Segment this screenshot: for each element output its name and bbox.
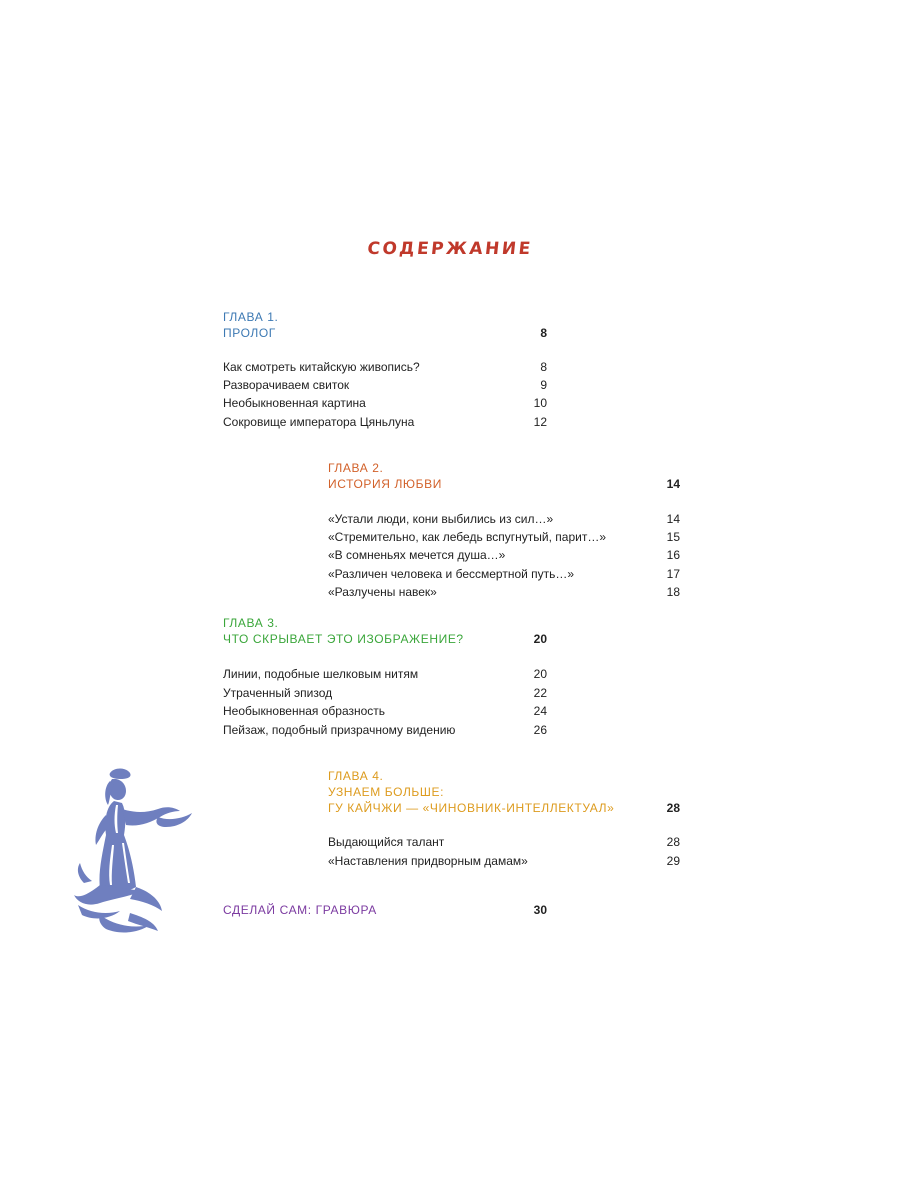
toc-entry-title[interactable]: «Наставления придворным дамам» xyxy=(328,854,528,868)
toc-entry-title[interactable]: Утраченный эпизод xyxy=(223,686,333,700)
toc-entry-title[interactable]: Разворачиваем свиток xyxy=(223,378,350,392)
chapter-4-page: 28 xyxy=(666,801,680,815)
toc-entry-page: 24 xyxy=(533,704,547,718)
toc-entry-page: 8 xyxy=(540,360,547,374)
toc-entry-page: 18 xyxy=(666,585,680,599)
chapter-2-number: ГЛАВА 2. xyxy=(328,461,384,475)
toc-entry-title[interactable]: Выдающийся талант xyxy=(328,835,445,849)
toc-entry-page: 28 xyxy=(666,835,680,849)
chapter-4-subtitle: УЗНАЕМ БОЛЬШЕ: xyxy=(328,785,445,799)
toc-entry-title[interactable]: «В сомненьях мечется душа…» xyxy=(328,548,506,562)
toc-entry-page: 15 xyxy=(666,530,680,544)
toc-entry-page: 12 xyxy=(533,415,547,429)
toc-entry-page: 9 xyxy=(540,378,547,392)
dancing-figure-illustration xyxy=(70,765,210,940)
toc-entry-title[interactable]: «Стремительно, как лебедь вспугнутый, парит…» xyxy=(328,530,606,544)
toc-entry-title[interactable]: «Устали люди, кони выбились из сил…» xyxy=(328,512,554,526)
chapter-1-number: ГЛАВА 1. xyxy=(223,310,279,324)
chapter-3-number: ГЛАВА 3. xyxy=(223,616,279,630)
toc-entry-page: 16 xyxy=(666,548,680,562)
chapter-2-page: 14 xyxy=(666,477,680,491)
chapter-1-title[interactable]: ПРОЛОГ xyxy=(223,326,276,340)
toc-entry-title[interactable]: «Разлучены навек» xyxy=(328,585,437,599)
toc-entry-page: 14 xyxy=(666,512,680,526)
toc-entry-page: 26 xyxy=(533,723,547,737)
toc-entry-title[interactable]: Необыкновенная картина xyxy=(223,396,366,410)
toc-entry-page: 22 xyxy=(533,686,547,700)
diy-title[interactable]: СДЕЛАЙ САМ: ГРАВЮРА xyxy=(223,903,377,917)
chapter-3-title[interactable]: ЧТО СКРЫВАЕТ ЭТО ИЗОБРАЖЕНИЕ? xyxy=(223,632,464,646)
chapter-4-number: ГЛАВА 4. xyxy=(328,769,384,783)
toc-entry-page: 10 xyxy=(533,396,547,410)
toc-entry-page: 20 xyxy=(533,667,547,681)
toc-entry-title[interactable]: Пейзаж, подобный призрачному видению xyxy=(223,723,456,737)
toc-entry-page: 29 xyxy=(666,854,680,868)
toc-entry-title[interactable]: Сокровище императора Цяньлуна xyxy=(223,415,415,429)
toc-entry-page: 17 xyxy=(666,567,680,581)
diy-page: 30 xyxy=(533,903,547,917)
toc-entry-title[interactable]: «Различен человека и бессмертной путь…» xyxy=(328,567,575,581)
chapter-4-title[interactable]: ГУ КАЙЧЖИ — «ЧИНОВНИК-ИНТЕЛЛЕКТУАЛ» xyxy=(328,801,615,815)
chapter-3-page: 20 xyxy=(533,632,547,646)
toc-title: СОДЕРЖАНИЕ xyxy=(366,239,534,259)
toc-entry-title[interactable]: Необыкновенная образность xyxy=(223,704,386,718)
chapter-1-page: 8 xyxy=(540,326,547,340)
toc-entry-title[interactable]: Как смотреть китайскую живопись? xyxy=(223,360,420,374)
toc-entry-title[interactable]: Линии, подобные шелковым нитям xyxy=(223,667,419,681)
chapter-2-title[interactable]: ИСТОРИЯ ЛЮБВИ xyxy=(328,477,442,491)
